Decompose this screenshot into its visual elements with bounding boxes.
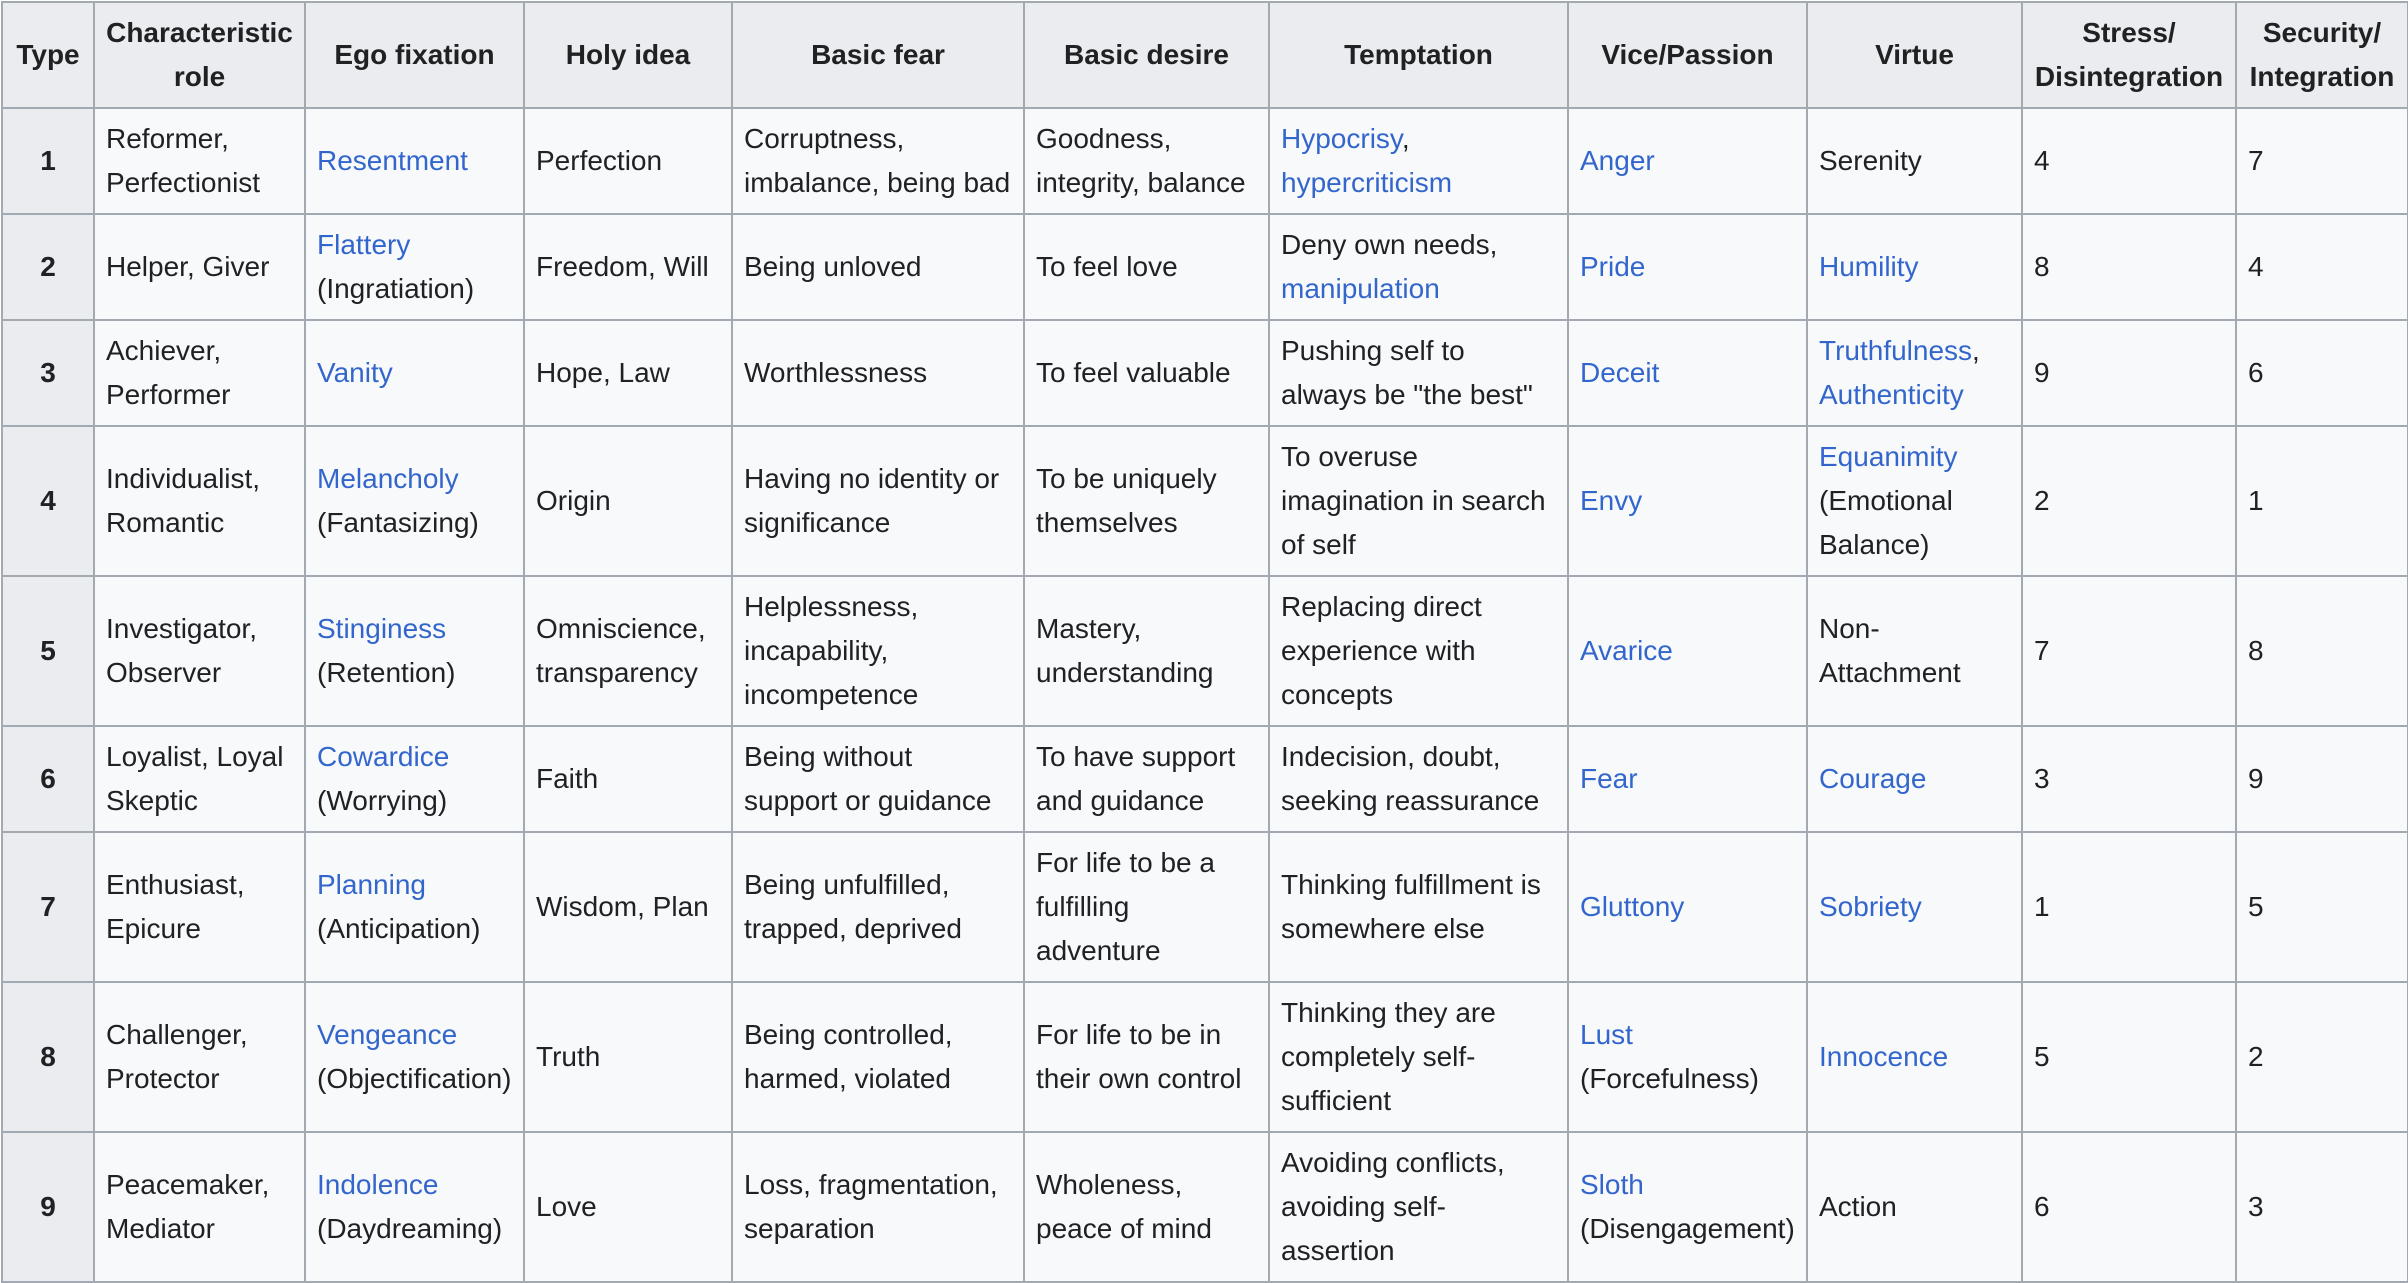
security-cell: 3 — [2236, 1132, 2408, 1282]
header-stress: Stress/ Disintegration — [2022, 2, 2236, 108]
virtue-cell — [1807, 214, 2022, 320]
role-cell: Achiever, Performer — [94, 320, 305, 426]
enneagram-types-table — [1, 1, 2408, 1283]
fixation-link[interactable]: Indolence — [317, 1169, 439, 1200]
type-number: 7 — [2, 832, 94, 982]
desire-cell: Mastery, understanding — [1024, 576, 1269, 726]
fear-cell: Being unloved — [732, 214, 1024, 320]
fixation-link[interactable]: Resentment — [317, 145, 468, 176]
vice-link[interactable]: Fear — [1580, 763, 1638, 794]
role-cell: Helper, Giver — [94, 214, 305, 320]
type-number: 8 — [2, 982, 94, 1132]
stress-cell: 1 — [2022, 832, 2236, 982]
vice-cell — [1568, 214, 1807, 320]
security-cell: 1 — [2236, 426, 2408, 576]
virtue-link[interactable]: Equanimity — [1819, 441, 1958, 472]
fixation-cell — [305, 576, 524, 726]
desire-cell: Goodness, integrity, balance — [1024, 108, 1269, 214]
vice-link[interactable]: Anger — [1580, 145, 1655, 176]
virtue-cell: Action — [1807, 1132, 2022, 1282]
fear-cell: Helplessness, incapability, incompetence — [732, 576, 1024, 726]
temptation-cell: Indecision, doubt, seeking reassurance — [1269, 726, 1568, 832]
table-row — [2, 832, 2408, 982]
vice-link[interactable]: Envy — [1580, 485, 1643, 516]
vice-link[interactable]: Deceit — [1580, 357, 1660, 388]
fixation-link[interactable]: Cowardice — [317, 741, 450, 772]
desire-cell: To feel valuable — [1024, 320, 1269, 426]
desire-cell: For life to be a fulfilling adventure — [1024, 832, 1269, 982]
virtue-link[interactable]: Truthfulness — [1819, 335, 1973, 366]
virtue-cell — [1807, 320, 2022, 426]
temptation-text: Deny own needs, — [1281, 229, 1498, 260]
type-number: 2 — [2, 214, 94, 320]
stress-cell: 3 — [2022, 726, 2236, 832]
role-cell: Challenger, Protector — [94, 982, 305, 1132]
desire-cell: Wholeness, peace of mind — [1024, 1132, 1269, 1282]
stress-cell: 6 — [2022, 1132, 2236, 1282]
table-row — [2, 726, 2408, 832]
fixation-note: (Objectification) — [317, 1063, 512, 1094]
stress-cell: 9 — [2022, 320, 2236, 426]
role-cell: Loyalist, Loyal Skeptic — [94, 726, 305, 832]
virtue-link[interactable]: Authenticity — [1819, 379, 1964, 410]
vice-link[interactable]: Avarice — [1580, 635, 1673, 666]
holy-idea-cell: Omniscience, transparency — [524, 576, 732, 726]
header-virtue: Virtue — [1807, 2, 2022, 108]
holy-idea-cell: Perfection — [524, 108, 732, 214]
vice-note: (Forcefulness) — [1580, 1063, 1759, 1094]
desire-cell: To have support and guidance — [1024, 726, 1269, 832]
temptation-cell — [1269, 214, 1568, 320]
virtue-link[interactable]: Courage — [1819, 763, 1927, 794]
stress-cell: 8 — [2022, 214, 2236, 320]
temptation-link[interactable]: hypercriticism — [1281, 167, 1453, 198]
table-row — [2, 108, 2408, 214]
fixation-cell — [305, 832, 524, 982]
holy-idea-cell: Truth — [524, 982, 732, 1132]
fixation-note: (Daydreaming) — [317, 1213, 503, 1244]
desire-cell: To be uniquely themselves — [1024, 426, 1269, 576]
type-number: 3 — [2, 320, 94, 426]
header-security: Security/ Integration — [2236, 2, 2408, 108]
role-cell: Enthusiast, Epicure — [94, 832, 305, 982]
desire-cell: To feel love — [1024, 214, 1269, 320]
virtue-cell: Serenity — [1807, 108, 2022, 214]
fixation-cell — [305, 1132, 524, 1282]
role-cell: Investigator, Observer — [94, 576, 305, 726]
type-number: 6 — [2, 726, 94, 832]
fixation-note: (Ingratiation) — [317, 273, 475, 304]
table-row — [2, 982, 2408, 1132]
holy-idea-cell: Hope, Law — [524, 320, 732, 426]
header-row — [2, 2, 2408, 108]
vice-cell — [1568, 426, 1807, 576]
table-row — [2, 426, 2408, 576]
temptation-cell: Pushing self to always be "the best" — [1269, 320, 1568, 426]
fear-cell: Loss, fragmentation, separation — [732, 1132, 1024, 1282]
fixation-cell — [305, 320, 524, 426]
header-role: Characteristic role — [94, 2, 305, 108]
temptation-separator: , — [1401, 123, 1410, 154]
stress-cell: 4 — [2022, 108, 2236, 214]
header-desire: Basic desire — [1024, 2, 1269, 108]
temptation-cell: Avoiding conflicts, avoiding self-assertion — [1269, 1132, 1568, 1282]
desire-cell: For life to be in their own control — [1024, 982, 1269, 1132]
security-cell: 6 — [2236, 320, 2408, 426]
security-cell: 8 — [2236, 576, 2408, 726]
role-cell: Peacemaker, Mediator — [94, 1132, 305, 1282]
role-cell: Reformer, Perfectionist — [94, 108, 305, 214]
temptation-cell: Thinking they are completely self-sufficient — [1269, 982, 1568, 1132]
virtue-cell — [1807, 426, 2022, 576]
vice-link[interactable]: Pride — [1580, 251, 1646, 282]
stress-cell: 5 — [2022, 982, 2236, 1132]
fixation-link[interactable]: Stinginess — [317, 613, 447, 644]
vice-cell — [1568, 832, 1807, 982]
holy-idea-cell: Freedom, Will — [524, 214, 732, 320]
fixation-link[interactable]: Vanity — [317, 357, 393, 388]
security-cell: 2 — [2236, 982, 2408, 1132]
vice-cell — [1568, 108, 1807, 214]
table-row — [2, 576, 2408, 726]
temptation-link[interactable]: manipulation — [1281, 273, 1440, 304]
fear-cell: Corruptness, imbalance, being bad — [732, 108, 1024, 214]
stress-cell: 7 — [2022, 576, 2236, 726]
fixation-cell — [305, 726, 524, 832]
holy-idea-cell: Faith — [524, 726, 732, 832]
fear-cell: Worthlessness — [732, 320, 1024, 426]
virtue-note: (Emotional Balance) — [1819, 485, 1953, 560]
temptation-cell: To overuse imagination in search of self — [1269, 426, 1568, 576]
fixation-link[interactable]: Melancholy — [317, 463, 459, 494]
vice-note: (Disengagement) — [1580, 1213, 1795, 1244]
temptation-cell: Thinking fulfillment is somewhere else — [1269, 832, 1568, 982]
fear-cell: Being controlled, harmed, violated — [732, 982, 1024, 1132]
type-number: 5 — [2, 576, 94, 726]
fixation-cell — [305, 426, 524, 576]
security-cell: 7 — [2236, 108, 2408, 214]
vice-link[interactable]: Lust — [1580, 1019, 1633, 1050]
type-number: 4 — [2, 426, 94, 576]
holy-idea-cell: Wisdom, Plan — [524, 832, 732, 982]
header-fixation: Ego fixation — [305, 2, 524, 108]
vice-cell — [1568, 1132, 1807, 1282]
temptation-cell: Replacing direct experience with concepts — [1269, 576, 1568, 726]
virtue-link[interactable]: Humility — [1819, 251, 1919, 282]
fixation-link[interactable]: Vengeance — [317, 1019, 458, 1050]
vice-cell — [1568, 982, 1807, 1132]
temptation-link[interactable]: Hypocrisy — [1281, 123, 1402, 154]
virtue-cell — [1807, 832, 2022, 982]
table-row — [2, 1132, 2408, 1282]
fixation-note: (Anticipation) — [317, 913, 481, 944]
temptation-cell — [1269, 108, 1568, 214]
fixation-note: (Retention) — [317, 657, 456, 688]
fixation-cell — [305, 214, 524, 320]
header-vice: Vice/Passion — [1568, 2, 1807, 108]
fixation-cell — [305, 982, 524, 1132]
fear-cell: Being unfulfilled, trapped, deprived — [732, 832, 1024, 982]
security-cell: 4 — [2236, 214, 2408, 320]
virtue-cell: Non-Attachment — [1807, 576, 2022, 726]
fear-cell: Having no identity or significance — [732, 426, 1024, 576]
header-temptation: Temptation — [1269, 2, 1568, 108]
vice-link[interactable]: Gluttony — [1580, 891, 1685, 922]
security-cell: 9 — [2236, 726, 2408, 832]
fixation-note: (Fantasizing) — [317, 507, 479, 538]
virtue-cell — [1807, 726, 2022, 832]
table-row — [2, 214, 2408, 320]
header-fear: Basic fear — [732, 2, 1024, 108]
header-holy-idea: Holy idea — [524, 2, 732, 108]
stress-cell: 2 — [2022, 426, 2236, 576]
fixation-link[interactable]: Planning — [317, 869, 426, 900]
type-number: 1 — [2, 108, 94, 214]
virtue-link[interactable]: Sobriety — [1819, 891, 1922, 922]
virtue-separator: , — [1972, 335, 1980, 366]
type-number: 9 — [2, 1132, 94, 1282]
holy-idea-cell: Origin — [524, 426, 732, 576]
security-cell: 5 — [2236, 832, 2408, 982]
header-type: Type — [2, 2, 94, 108]
table-row — [2, 320, 2408, 426]
virtue-link[interactable]: Innocence — [1819, 1041, 1949, 1072]
vice-cell — [1568, 726, 1807, 832]
fear-cell: Being without support or guidance — [732, 726, 1024, 832]
vice-cell — [1568, 576, 1807, 726]
fixation-cell — [305, 108, 524, 214]
vice-cell — [1568, 320, 1807, 426]
role-cell: Individualist, Romantic — [94, 426, 305, 576]
virtue-cell — [1807, 982, 2022, 1132]
fixation-link[interactable]: Flattery — [317, 229, 411, 260]
vice-link[interactable]: Sloth — [1580, 1169, 1644, 1200]
holy-idea-cell: Love — [524, 1132, 732, 1282]
fixation-note: (Worrying) — [317, 785, 448, 816]
